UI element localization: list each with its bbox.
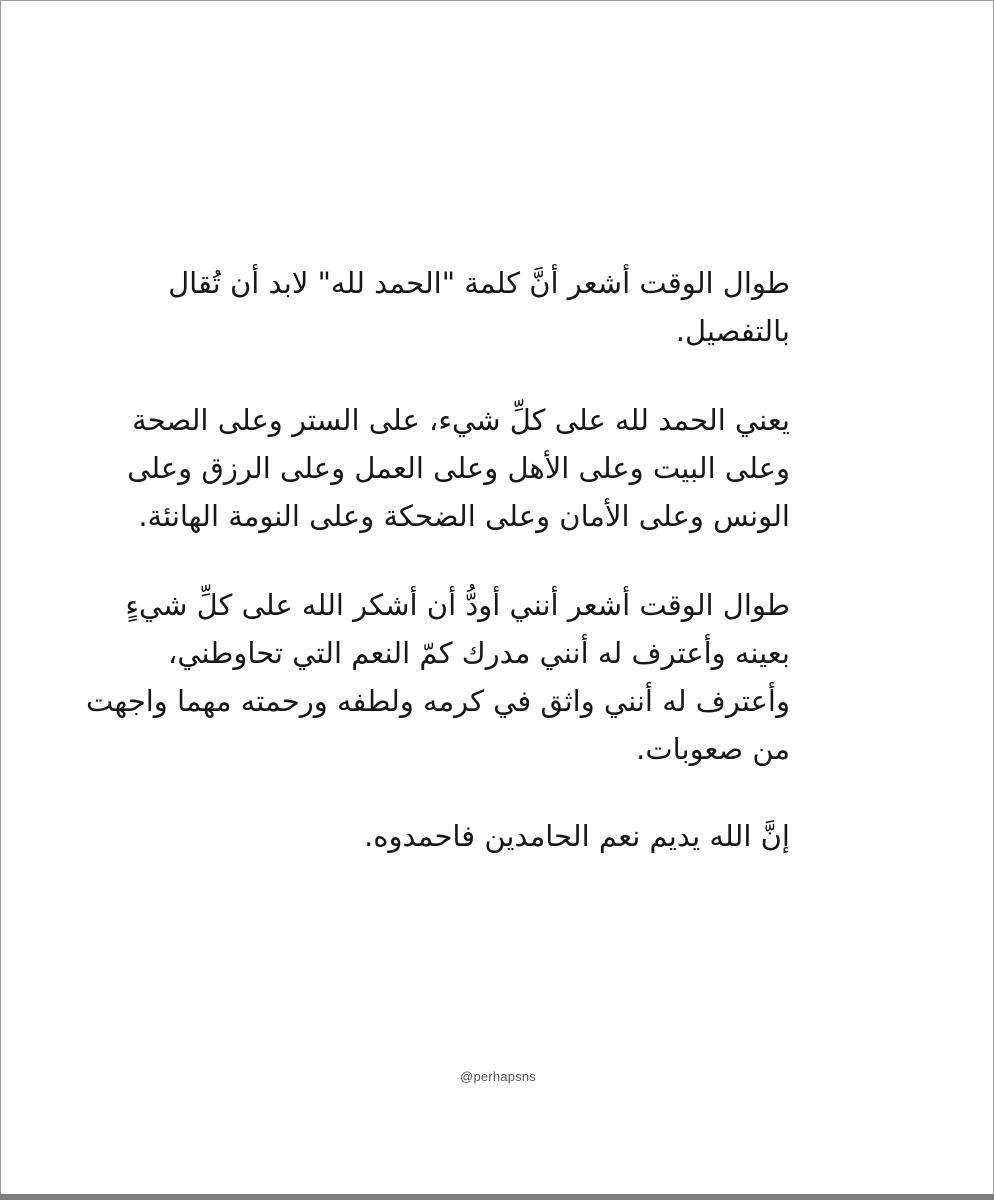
text-line: بعينه وأعترف له أنني مدرك كمّ النعم التي تحاوطني، bbox=[168, 636, 790, 670]
text-line: يعني الحمد لله على كلِّ شيء، على الستر وعلى الصحة bbox=[132, 403, 790, 437]
quote-text bbox=[85, 259, 790, 860]
text-line: الونس وعلى الأمان وعلى الضحكة وعلى النومة الهانئة. bbox=[138, 499, 790, 533]
text-line: طوال الوقت أشعر أنَّ كلمة "الحمد لله" لابد أن تُقال bbox=[168, 266, 790, 300]
text-line: طوال الوقت أشعر أنني أودُّ أن أشكر الله على كلِّ شيءٍ bbox=[125, 588, 790, 622]
paragraph-intro bbox=[170, 259, 790, 355]
paragraph-gratitude-list bbox=[127, 396, 790, 540]
text-line: وعلى البيت وعلى الأهل وعلى العمل وعلى الرزق وعلى bbox=[127, 451, 790, 485]
paragraph-closing bbox=[170, 812, 790, 860]
text-line: إنَّ الله يديم نعم الحامدين فاحمدوه. bbox=[364, 819, 790, 853]
text-line: بالتفصيل. bbox=[675, 314, 790, 348]
text-line: وأعترف له أنني واثق في كرمه ولطفه ورحمته مهما واجهت bbox=[85, 684, 790, 718]
author-handle: @perhapsns bbox=[460, 1069, 536, 1084]
paragraph-thanks bbox=[85, 581, 790, 773]
bottom-divider bbox=[0, 1194, 994, 1200]
text-line: من صعوبات. bbox=[636, 732, 790, 766]
